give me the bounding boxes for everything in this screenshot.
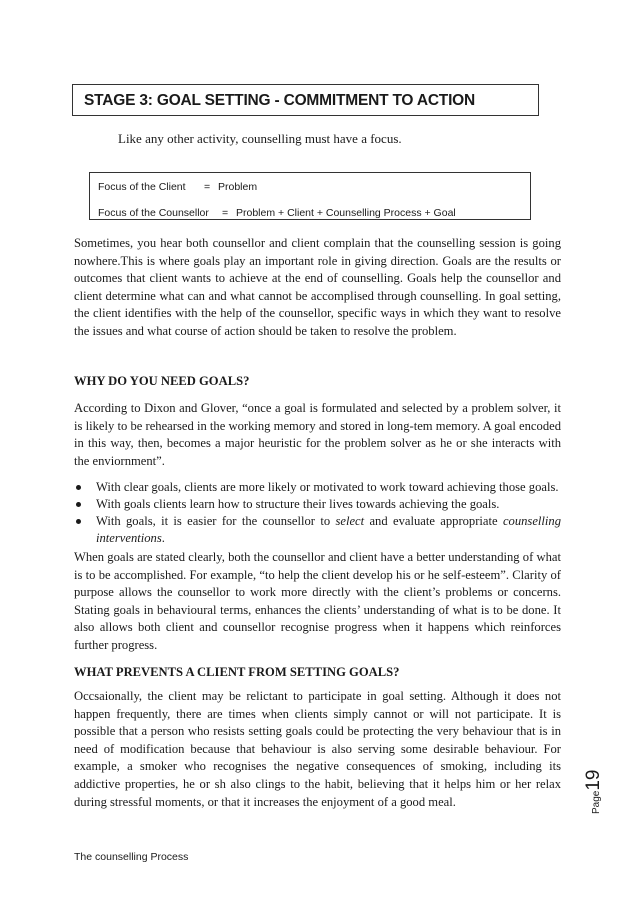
focus-counsellor-value: Problem + Client + Counselling Process + Goal: [236, 207, 456, 219]
footer-text: The counselling Process: [74, 851, 189, 863]
focus-counsellor-row: [98, 207, 456, 219]
bullet-item: [74, 513, 561, 545]
bullet-item: With clear goals, clients are more likely or motivated to work toward achieving those goals.: [74, 479, 561, 495]
emphasis-interventions: counselling interventions: [96, 514, 561, 545]
bullet-text: .: [161, 530, 165, 545]
emphasis-select: select: [335, 514, 365, 529]
focus-counsellor-label: Focus of the Counsellor: [98, 207, 209, 219]
bullet-item: With goals clients learn how to structure their lives towards achieving the goals.: [74, 496, 561, 512]
paragraph-reluctance: Occsaionally, the client may be relictant to participate in goal setting. Although it does not happen frequently, there are times when clients simply cannot or will not participate. It is possible that a person who resists setting goals could be protecting the very behaviour that is in need of modification because that behaviour is also serving some desirable behaviour. For example, a smoker who recognises the negative consequences of smoking, including its addictive properties, he or sh also clings to the habit, believing that it helps him or her relax during stressful moments, or that it increases the enjoyment of a good meal.: [74, 689, 561, 809]
paragraph-clear-goals: When goals are stated clearly, both the counsellor and client have a better understanding of what is to be accomplished. For example, “to help the client develop his or he self-esteem”. Clarity of purpose allows the counsellor to work more directly with the client’s problems or concerns. Stating goals in behavioural terms, enhances the clients’ understanding of what is to be done. It also allows both client and counsellor recognise progress when it happens which reinforces further progress.: [74, 550, 561, 652]
focus-client-value: Problem: [218, 181, 258, 193]
heading-why-goals: WHY DO YOU NEED GOALS?: [74, 374, 250, 388]
bullet-text: and evaluate appropriate: [364, 514, 503, 529]
bullet-text: With goals, it is easier for the counsellor to: [96, 514, 336, 529]
intro-text: Like any other activity, counselling must have a focus.: [118, 131, 402, 146]
goals-bullet-list: [74, 479, 561, 547]
focus-client-row: [98, 181, 257, 193]
page-number-label: [583, 769, 604, 814]
paragraph-goals-intro: Sometimes, you hear both counsellor and client complain that the counselling session is going nowhere.This is where goals play an important role in giving direction. Goals are the results or outcomes that client wants to achieve at the end of counselling. Goals help the counsellor and client determine what can and what cannot be accomplised through counselling. In goal setting, the client identifies with the help of the counsellor, specific ways in which they want to resolve the issues and what course of action should be taken to resolve the problem.: [74, 236, 561, 338]
focus-client-equals: =: [204, 181, 211, 193]
heading-what-prevents: WHAT PREVENTS A CLIENT FROM SETTING GOALS?: [74, 665, 400, 679]
page-word: Page: [591, 790, 602, 814]
focus-client-label: Focus of the Client: [98, 181, 186, 193]
focus-counsellor-equals: =: [222, 207, 229, 219]
stage-title: STAGE 3: GOAL SETTING - COMMITMENT TO ACTION: [72, 84, 539, 116]
focus-box: [89, 172, 531, 220]
paragraph-dixon-glover: According to Dixon and Glover, “once a goal is formulated and selected by a problem solver, it is likely to be rehearsed in the working memory and stored in long-tem memory. A goal encoded in this way, then, becomes a major heuristic for the problem solver as he or she interacts with the enviornment”.: [74, 401, 561, 468]
page-number: 19: [583, 769, 604, 791]
